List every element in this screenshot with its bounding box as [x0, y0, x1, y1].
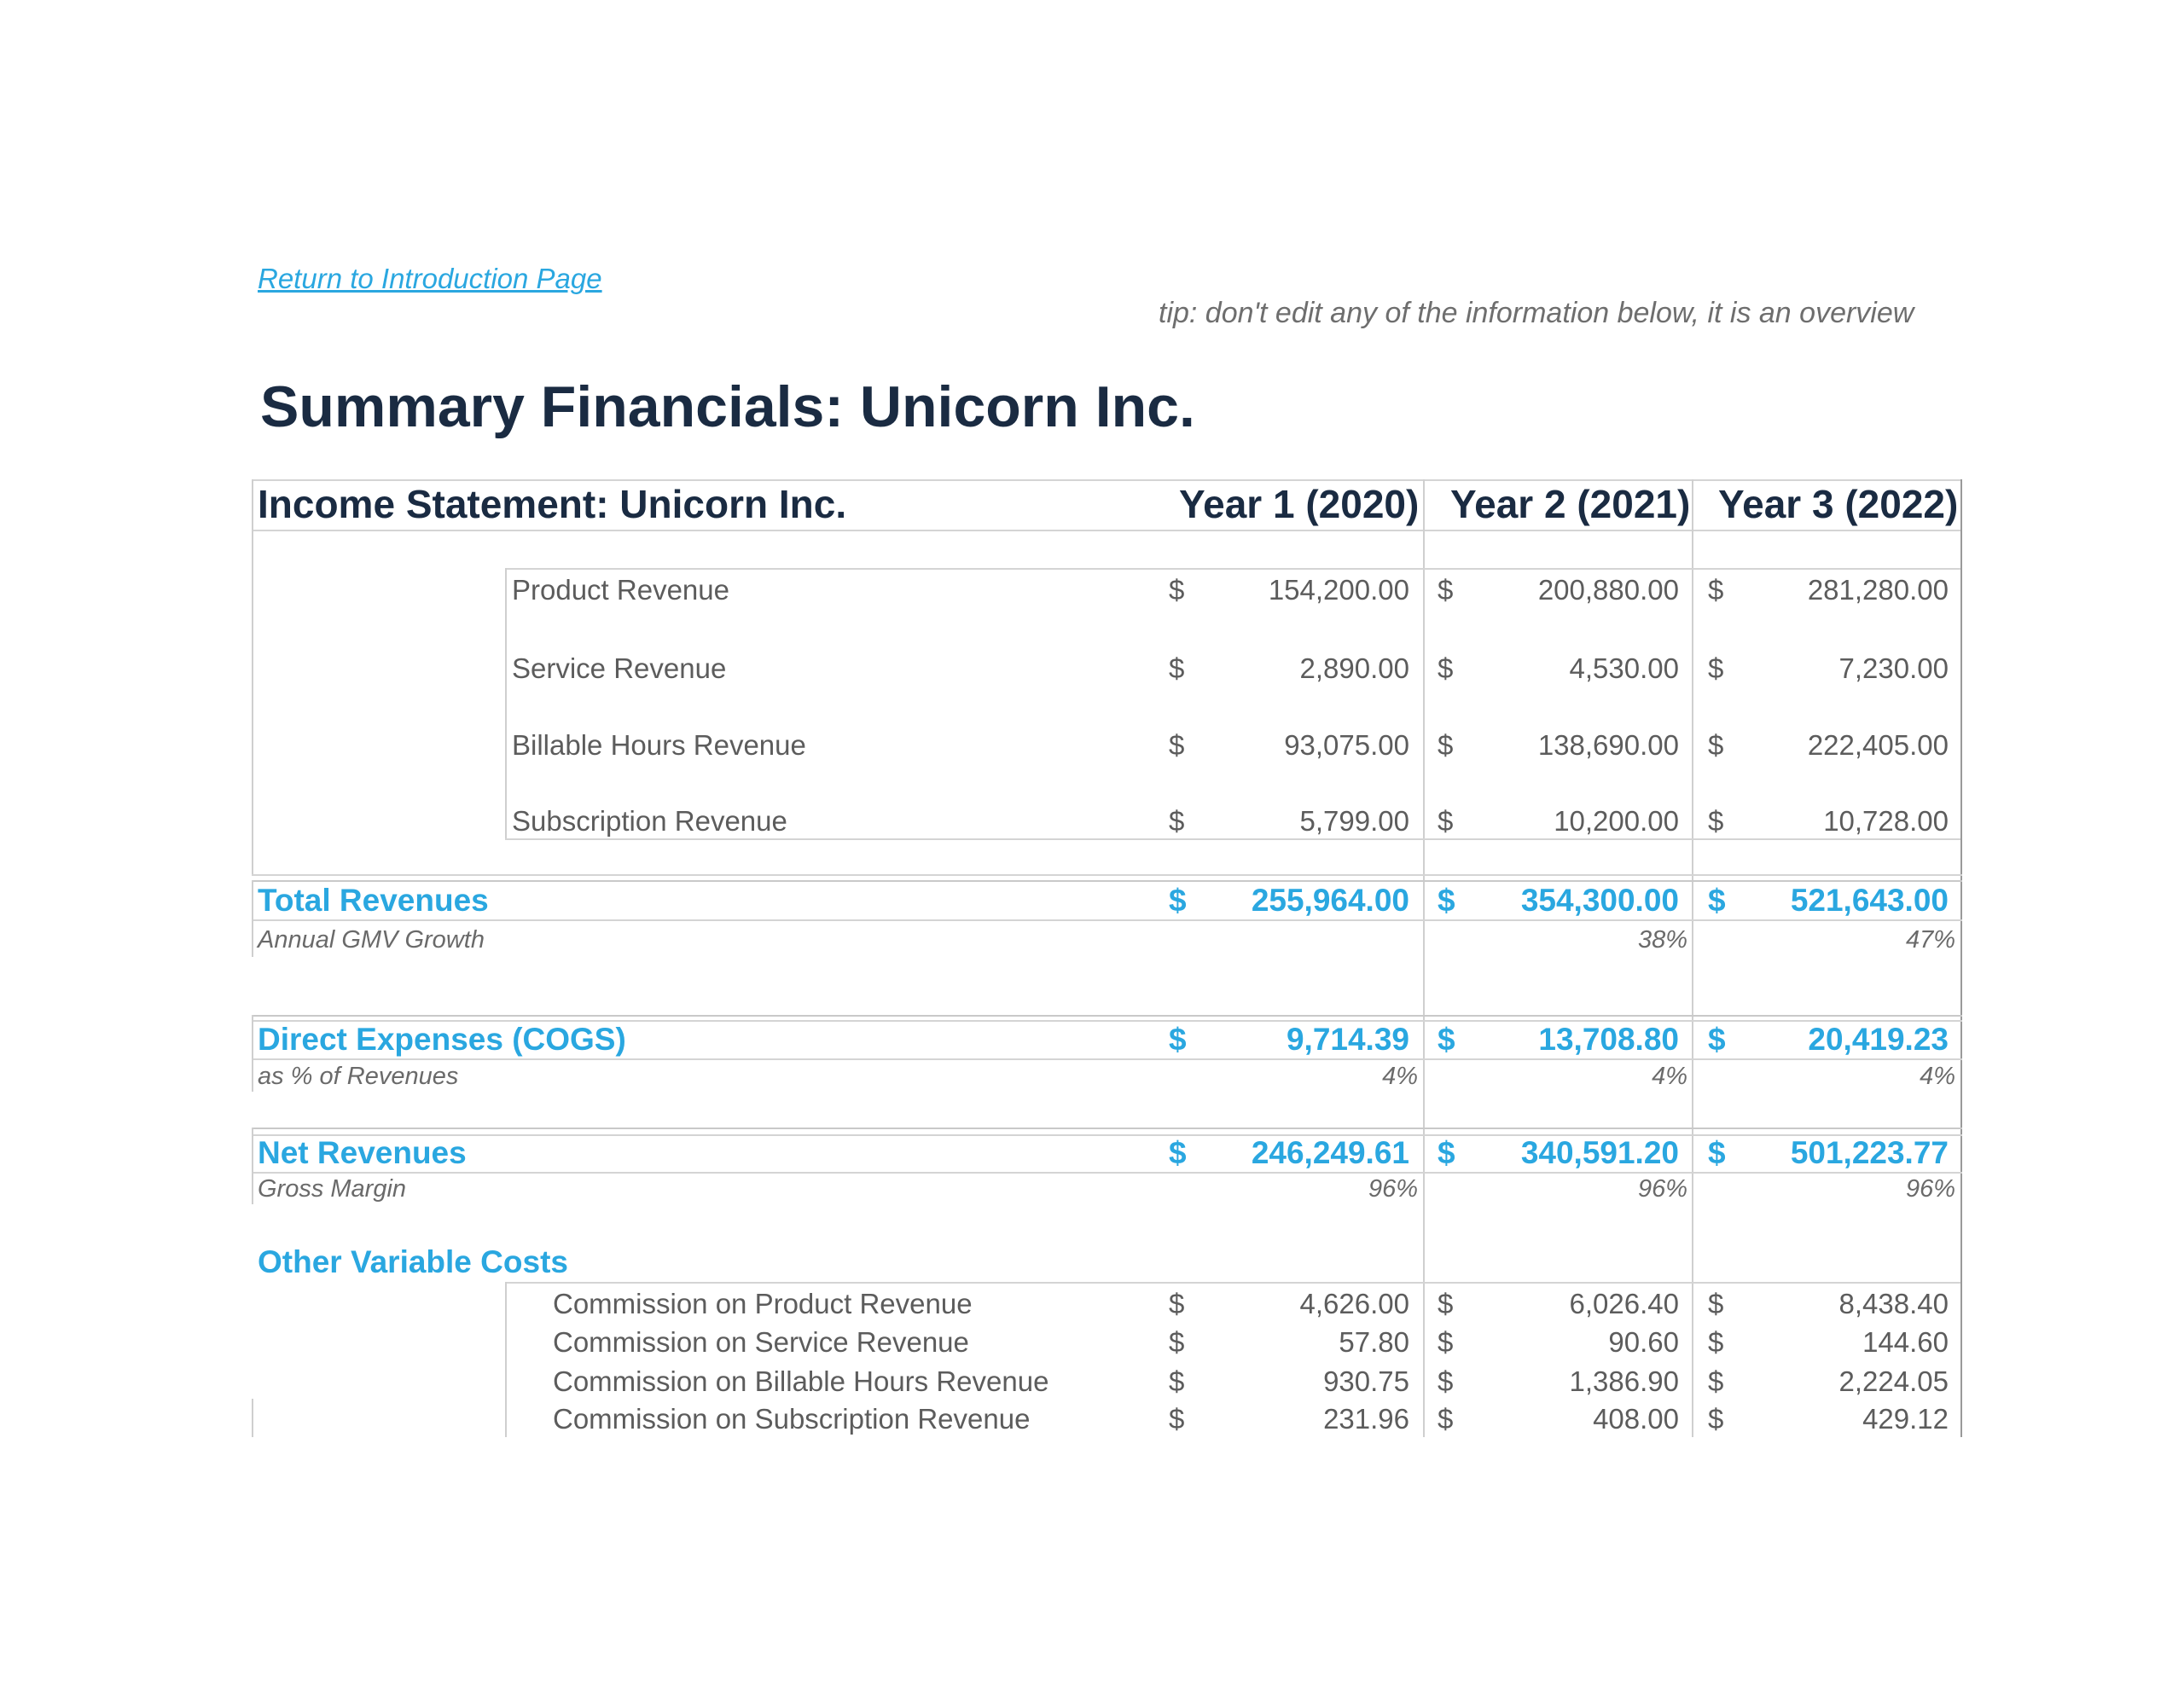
- currency-symbol: $: [1708, 1135, 1726, 1170]
- year-2-value: 38%: [1637, 926, 1687, 954]
- year-3-value: 2,224.05: [1838, 1365, 1949, 1397]
- year-1-value: 231.96: [1323, 1403, 1409, 1435]
- year-3-value: 501,223.77: [1790, 1135, 1949, 1170]
- row-label: Service Revenue: [512, 652, 727, 684]
- year-2-value: 13,708.80: [1538, 1022, 1679, 1057]
- year-3-value: 47%: [1905, 926, 1955, 954]
- tip-text: tip: don't edit any of the information below, it is an overview: [1159, 297, 1914, 329]
- currency-symbol: $: [1169, 652, 1185, 684]
- currency-symbol: $: [1169, 1288, 1185, 1319]
- year-2-value: 340,591.20: [1520, 1135, 1679, 1170]
- year-1-value: 9,714.39: [1286, 1022, 1409, 1057]
- year-2-value: 138,690.00: [1537, 729, 1679, 761]
- return-to-introduction-link[interactable]: Return to Introduction Page: [258, 263, 602, 294]
- year-2-header: Year 2 (2021): [1450, 482, 1691, 526]
- year-3-value: 20,419.23: [1808, 1022, 1949, 1057]
- currency-symbol: $: [1169, 729, 1185, 761]
- year-3-value: 7,230.00: [1838, 652, 1949, 684]
- currency-symbol: $: [1708, 1326, 1724, 1358]
- currency-symbol: $: [1438, 1403, 1454, 1435]
- currency-symbol: $: [1169, 883, 1187, 918]
- currency-symbol: $: [1438, 729, 1454, 761]
- year-2-value: 10,200.00: [1554, 805, 1679, 837]
- table-title: Income Statement: Unicorn Inc.: [258, 482, 847, 526]
- year-1-value: 93,075.00: [1284, 729, 1409, 761]
- currency-symbol: $: [1708, 805, 1724, 837]
- row-label: Annual GMV Growth: [258, 926, 485, 954]
- currency-symbol: $: [1708, 1022, 1726, 1057]
- currency-symbol: $: [1438, 1022, 1455, 1057]
- year-1-value: 5,799.00: [1299, 805, 1409, 837]
- currency-symbol: $: [1438, 805, 1454, 837]
- year-3-value: 521,643.00: [1790, 883, 1949, 918]
- currency-symbol: $: [1438, 1288, 1454, 1319]
- currency-symbol: $: [1708, 1365, 1724, 1397]
- currency-symbol: $: [1708, 1403, 1724, 1435]
- year-2-value: 4%: [1652, 1063, 1687, 1090]
- currency-symbol: $: [1169, 1022, 1187, 1057]
- row-label: Total Revenues: [258, 883, 489, 918]
- year-3-value: 96%: [1905, 1175, 1955, 1203]
- currency-symbol: $: [1438, 574, 1454, 606]
- currency-symbol: $: [1438, 1326, 1454, 1358]
- year-1-header: Year 1 (2020): [1179, 482, 1420, 526]
- row-label: Commission on Product Revenue: [553, 1288, 973, 1319]
- row-label: as % of Revenues: [258, 1063, 459, 1090]
- year-2-value: 96%: [1637, 1175, 1687, 1203]
- row-label: Subscription Revenue: [512, 805, 787, 837]
- year-1-value: 2,890.00: [1299, 652, 1409, 684]
- row-label: Commission on Subscription Revenue: [553, 1403, 1031, 1435]
- year-3-value: 222,405.00: [1807, 729, 1949, 761]
- year-2-value: 408.00: [1593, 1403, 1679, 1435]
- row-label: Product Revenue: [512, 574, 729, 606]
- currency-symbol: $: [1438, 1135, 1455, 1170]
- row-label: Direct Expenses (COGS): [258, 1022, 626, 1057]
- year-3-value: 8,438.40: [1838, 1288, 1949, 1319]
- year-3-header: Year 3 (2022): [1718, 482, 1959, 526]
- currency-symbol: $: [1708, 883, 1726, 918]
- currency-symbol: $: [1438, 652, 1454, 684]
- year-3-value: 10,728.00: [1823, 805, 1949, 837]
- year-2-value: 354,300.00: [1520, 883, 1679, 918]
- year-3-value: 144.60: [1862, 1326, 1949, 1358]
- page-title: Summary Financials: Unicorn Inc.: [260, 374, 1195, 439]
- year-1-value: 57.80: [1339, 1326, 1409, 1358]
- currency-symbol: $: [1708, 574, 1724, 606]
- row-label: Billable Hours Revenue: [512, 729, 806, 761]
- currency-symbol: $: [1438, 883, 1455, 918]
- year-1-value: 930.75: [1323, 1365, 1409, 1397]
- year-1-value: 96%: [1368, 1175, 1418, 1203]
- year-3-value: 281,280.00: [1807, 574, 1949, 606]
- currency-symbol: $: [1169, 1135, 1187, 1170]
- currency-symbol: $: [1169, 1403, 1185, 1435]
- currency-symbol: $: [1708, 1288, 1724, 1319]
- year-2-value: 200,880.00: [1537, 574, 1679, 606]
- year-1-value: 255,964.00: [1251, 883, 1409, 918]
- year-2-value: 4,530.00: [1569, 652, 1679, 684]
- year-1-value: 154,200.00: [1268, 574, 1409, 606]
- currency-symbol: $: [1169, 574, 1185, 606]
- row-label: Commission on Service Revenue: [553, 1326, 969, 1358]
- currency-symbol: $: [1708, 729, 1724, 761]
- row-label: Gross Margin: [258, 1175, 407, 1203]
- currency-symbol: $: [1438, 1365, 1454, 1397]
- year-3-value: 429.12: [1862, 1403, 1949, 1435]
- currency-symbol: $: [1708, 652, 1724, 684]
- year-2-value: 1,386.90: [1569, 1365, 1679, 1397]
- year-2-value: 6,026.40: [1569, 1288, 1679, 1319]
- year-1-value: 4,626.00: [1299, 1288, 1409, 1319]
- year-1-value: 4%: [1382, 1063, 1418, 1090]
- year-3-value: 4%: [1920, 1063, 1955, 1090]
- currency-symbol: $: [1169, 805, 1185, 837]
- other-variable-costs-heading: Other Variable Costs: [258, 1244, 568, 1279]
- currency-symbol: $: [1169, 1365, 1185, 1397]
- row-label: Commission on Billable Hours Revenue: [553, 1365, 1049, 1397]
- currency-symbol: $: [1169, 1326, 1185, 1358]
- year-1-value: 246,249.61: [1251, 1135, 1409, 1170]
- row-label: Net Revenues: [258, 1135, 467, 1170]
- year-2-value: 90.60: [1608, 1326, 1679, 1358]
